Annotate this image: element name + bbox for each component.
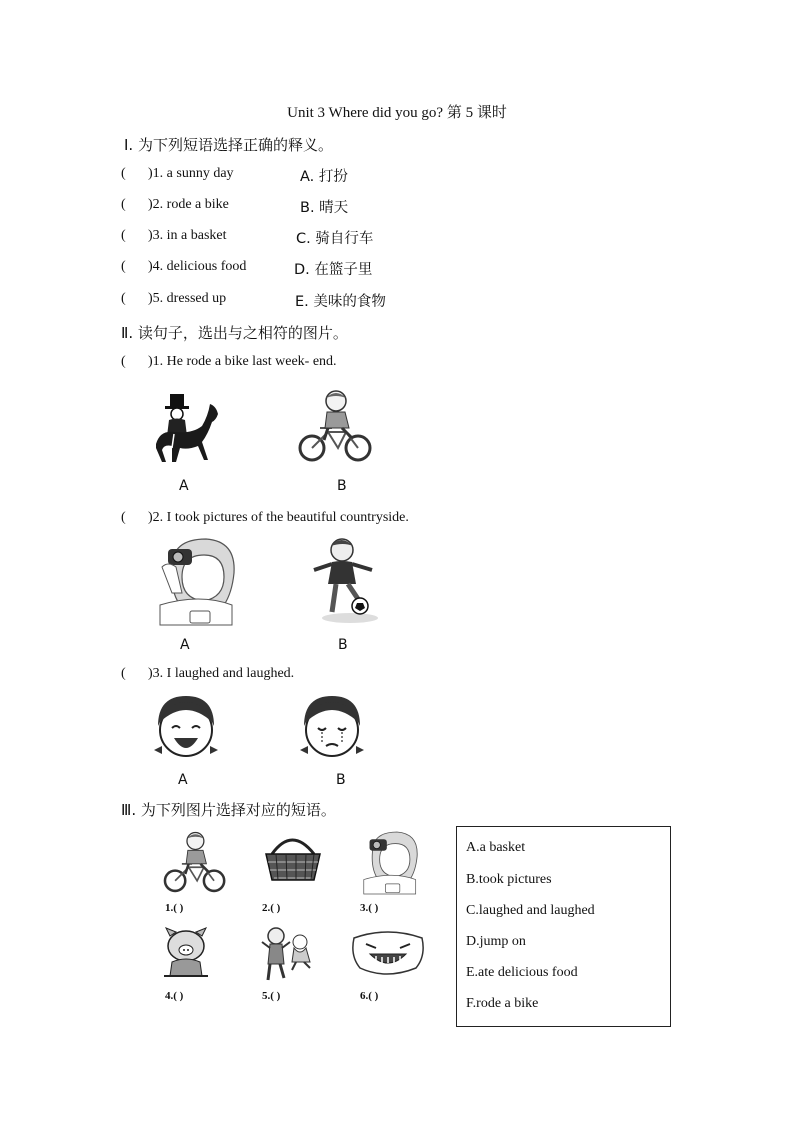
s3-blank-5: 5.( )	[262, 990, 281, 1002]
s2-q3-label-a: A	[178, 772, 188, 788]
s1-choice-a: A. 打扮	[300, 169, 348, 185]
section-3-heading: Ⅲ. 为下列图片选择对应的短语。	[121, 801, 336, 819]
page-title: Unit 3 Where did you go? 第 5 课时	[287, 105, 507, 121]
s1-q4-english: )4. delicious food	[148, 259, 247, 274]
s1-choice-d: D. 在篮子里	[294, 262, 373, 278]
crying-face-image	[296, 692, 368, 762]
s3-blank-6: 6.( )	[360, 990, 379, 1002]
s2-q1-paren: (	[121, 354, 126, 369]
s3-camera-image	[358, 830, 420, 896]
s3-pig-eating-image	[160, 926, 212, 982]
s1-q1-english: )1. a sunny day	[148, 166, 234, 181]
section-2-heading: Ⅱ. 读句子，选出与之相符的图片。	[121, 324, 348, 342]
s2-q1-text: )1. He rode a bike last week- end.	[148, 354, 337, 369]
s1-q5-paren: (	[121, 291, 126, 306]
s3-blank-1: 1.( )	[165, 902, 184, 914]
s2-q1-label-a: A	[179, 478, 189, 494]
s2-q2-text: )2. I took pictures of the beautiful countryside.	[148, 510, 409, 525]
s2-q3-label-b: B	[336, 772, 346, 788]
s1-q5-english: )5. dressed up	[148, 291, 227, 306]
option-e: E.ate delicious food	[466, 965, 578, 980]
s2-q2-paren: (	[121, 510, 126, 525]
section-1-heading: Ⅰ. 为下列短语选择正确的释义。	[124, 136, 333, 154]
s1-q2-english: )2. rode a bike	[148, 197, 229, 212]
option-b: B.took pictures	[466, 872, 552, 887]
s2-q3-text: )3. I laughed and laughed.	[148, 666, 295, 681]
s1-choice-c: C. 骑自行车	[296, 231, 374, 247]
option-c: C.laughed and laughed	[466, 903, 595, 918]
s3-basket-image	[262, 832, 324, 884]
option-d: D.jump on	[466, 934, 526, 949]
s3-jump-image	[260, 926, 316, 986]
s3-blank-3: 3.( )	[360, 902, 379, 914]
s1-q1-paren: (	[121, 166, 126, 181]
s1-choice-b: B. 晴天	[300, 200, 349, 216]
s2-q2-label-a: A	[180, 637, 190, 653]
option-a: A.a basket	[466, 840, 526, 855]
laughing-face-image	[150, 692, 222, 762]
boy-football-image	[310, 536, 382, 624]
s1-q4-paren: (	[121, 259, 126, 274]
s3-blank-2: 2.( )	[262, 902, 281, 914]
s1-choice-e: E. 美味的食物	[295, 294, 386, 310]
s2-q3-paren: (	[121, 666, 126, 681]
options-box	[456, 826, 671, 1027]
s1-q3-paren: (	[121, 228, 126, 243]
s3-blank-4: 4.( )	[165, 990, 184, 1002]
s1-q2-paren: (	[121, 197, 126, 212]
horse-rider-image	[152, 388, 222, 468]
s2-q1-label-b: B	[337, 478, 347, 494]
option-f: F.rode a bike	[466, 996, 539, 1011]
girl-camera-image	[152, 537, 238, 627]
s2-q2-label-b: B	[338, 637, 348, 653]
s1-q3-english: )3. in a basket	[148, 228, 227, 243]
boy-bike-image	[298, 388, 373, 466]
s3-laughing-image	[348, 928, 428, 978]
s3-bike-image	[158, 830, 232, 896]
